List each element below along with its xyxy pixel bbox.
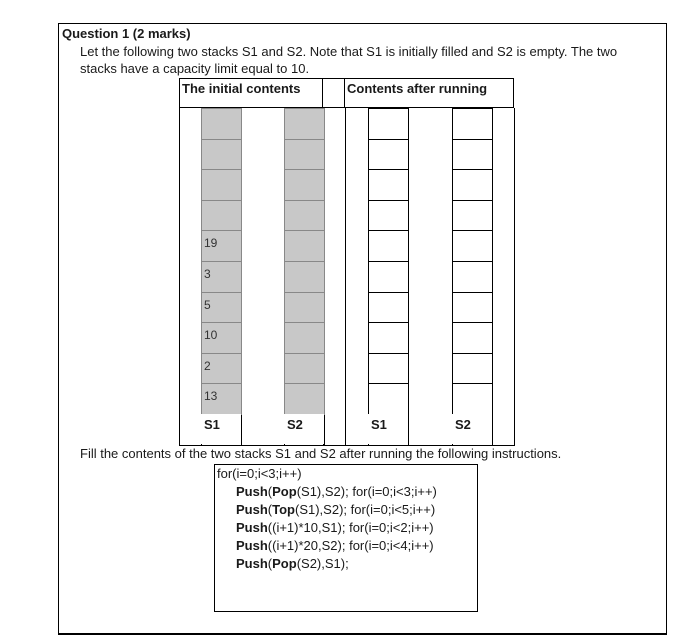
- stack-value: 3: [204, 267, 211, 281]
- after-s1-cell: [368, 261, 409, 293]
- code-keyword: Push: [236, 502, 268, 517]
- initial-s1-cell: [201, 139, 242, 171]
- code-text: ((i+1)*20,S2); for(i=0;i<4;i++): [267, 538, 434, 553]
- after-s1-cell: [368, 383, 409, 415]
- initial-s1-cell: [201, 169, 242, 201]
- code-line-4: [236, 537, 434, 555]
- after-s2-cell: [452, 322, 493, 354]
- initial-s2-cell: [284, 108, 325, 140]
- after-s2-cell: [452, 139, 493, 171]
- code-keyword: Push: [236, 484, 268, 499]
- after-s1-cell: [368, 200, 409, 232]
- after-s1-cell: [368, 169, 409, 201]
- initial-s1-cell: [201, 353, 242, 385]
- after-s1-cell: [368, 108, 409, 140]
- initial-s2-label: S2: [284, 414, 324, 444]
- code-keyword: Top: [272, 502, 295, 517]
- initial-s2-cell: [284, 200, 325, 232]
- code-keyword: Push: [236, 556, 268, 571]
- initial-s1-label: S1: [201, 414, 241, 444]
- initial-s2-cell: [284, 292, 325, 324]
- code-line-3: [236, 519, 434, 537]
- after-s2-label: S2: [452, 414, 492, 444]
- table-border: [345, 108, 346, 445]
- table-border: [514, 108, 515, 445]
- code-keyword: Pop: [272, 484, 297, 499]
- code-text: (: [267, 502, 273, 517]
- initial-s1-cell: [201, 200, 242, 232]
- code-line-5: [236, 555, 349, 573]
- initial-s1-cell: [201, 292, 242, 324]
- initial-s2-cell: [284, 139, 325, 171]
- code-text: (S1),S2); for(i=0;i<5;i++): [295, 502, 436, 517]
- after-s1-cell: [368, 292, 409, 324]
- after-s2-cell: [452, 383, 493, 415]
- code-text: ((i+1)*10,S1); for(i=0;i<2;i++): [267, 520, 434, 535]
- after-s1-cell: [368, 353, 409, 385]
- after-s2-cell: [452, 169, 493, 201]
- initial-s1-cell: [201, 261, 242, 293]
- after-s2-cell: [452, 230, 493, 262]
- stack-value: 10: [204, 328, 218, 343]
- after-s2-cell: [452, 292, 493, 324]
- code-text: (: [267, 484, 273, 499]
- question-title: Question 1 (2 marks): [62, 26, 191, 41]
- code-line-2: [236, 501, 435, 519]
- after-s2-cell: [452, 353, 493, 385]
- initial-s2-cell: [284, 169, 325, 201]
- code-keyword: Push: [236, 538, 268, 553]
- code-line-0: for(i=0;i<3;i++): [217, 466, 302, 481]
- after-s1-label: S1: [368, 414, 408, 444]
- code-line-1: [236, 483, 437, 501]
- initial-contents-header: The initial contents: [179, 78, 323, 108]
- stack-value: 5: [204, 297, 211, 312]
- stack-value: 13: [204, 389, 218, 404]
- question-intro: Let the following two stacks S1 and S2. Note that S1 is initially filled and S2 is empty. The two stacks have a capacity limit equal to 10.: [80, 44, 618, 76]
- after-s2-cell: [452, 200, 493, 232]
- stack-value: 19: [204, 236, 218, 251]
- initial-s2-cell: [284, 230, 325, 262]
- initial-s1-cell: [201, 383, 242, 415]
- code-text: (S1),S2); for(i=0;i<3;i++): [296, 484, 437, 499]
- after-s2-cell: [452, 108, 493, 140]
- initial-s2-cell: [284, 322, 325, 354]
- fill-instruction: Fill the contents of the two stacks S1 and S2 after running the following instructions.: [80, 446, 562, 461]
- header-spacer: [323, 78, 345, 108]
- code-keyword: Push: [236, 520, 268, 535]
- after-contents-header: Contents after running: [345, 78, 514, 108]
- after-s1-cell: [368, 230, 409, 262]
- after-s1-cell: [368, 139, 409, 171]
- initial-s1-cell: [201, 230, 242, 262]
- initial-s1-cell: [201, 322, 242, 354]
- table-border: [179, 108, 180, 445]
- after-s1-cell: [368, 322, 409, 354]
- initial-s2-cell: [284, 353, 325, 385]
- initial-s2-cell: [284, 383, 325, 415]
- after-s2-cell: [452, 261, 493, 293]
- initial-s2-cell: [284, 261, 325, 293]
- stack-value: 2: [204, 358, 211, 373]
- initial-s1-cell: [201, 108, 242, 140]
- code-keyword: Pop: [272, 556, 297, 571]
- code-text: (S2),S1);: [296, 556, 349, 571]
- code-text: (: [267, 556, 273, 571]
